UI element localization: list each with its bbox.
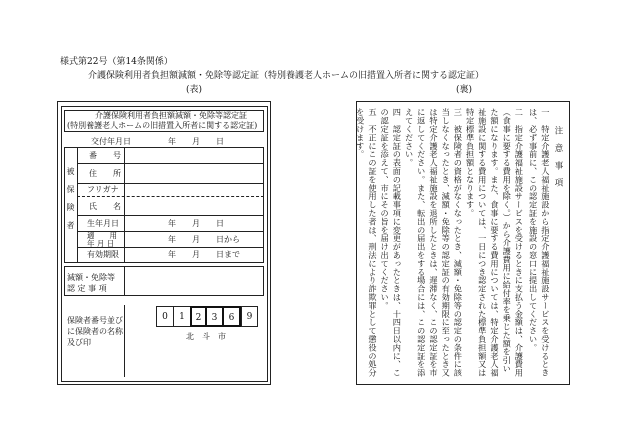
address-label: 住 所: [89, 169, 121, 178]
valid-until-label: 有効期限: [87, 250, 119, 259]
notice-item-3: 三 被保険者の資格がなくなったとき、減額・免除等の認定の条件に該当しなくなったとき、減額・免除等の認定証の有効期限に至ったとき又は特定介護老人福祉施設を退所したときは、遅滞なく、この認定証を市に返してください。また、転出の届出をする場合には、この認定証を添えてください。: [404, 108, 464, 377]
apply-date-label: 適 用 年 月 日: [87, 231, 117, 248]
notice-item-4: 四 認定証の表面の記載事項に変更があったときは、十四日以内に、この認定証を添えて、市にその旨を届け出てください。: [380, 108, 403, 377]
back-notes: [355, 108, 564, 380]
notice-item-5: 五 不正にこの証を使用した者は、刑法により詐欺罪として懲役の処分を受けます。: [355, 108, 378, 377]
reduction-label: 減額・免除等 認 定 事 項: [67, 273, 115, 293]
insurer-digit: 0: [156, 306, 173, 327]
insurer-label: 保険者番号並び に保険者の名称 及び印: [67, 316, 123, 347]
insurer-digit: 6: [224, 306, 241, 327]
name-label: 氏 名: [89, 202, 121, 211]
apply-date-value: 年 月 日から: [168, 235, 240, 244]
issue-date-value: 年 月 日: [168, 137, 224, 146]
front-label: (表): [186, 85, 203, 95]
notice-item-1: 一 特定介護老人福祉施設から指定介護福祉施設サービスを受けるときは、必ず事前に、この認定証を施設の窓口に提出してください。: [528, 108, 551, 377]
insured-label: 被保険者: [66, 167, 75, 230]
insurer-number-boxes: [156, 306, 260, 327]
birthdate-label: 生年月日: [87, 219, 119, 228]
back-label: (裏): [456, 85, 473, 95]
insurer-digit: 3: [207, 306, 224, 327]
form-number: 様式第22号（第14条関係）: [60, 57, 173, 67]
birthdate-value: 年 月 日: [168, 219, 224, 228]
back-heading: 注 意 事 項: [553, 126, 563, 187]
insurer-digit: 1: [173, 306, 190, 327]
notice-item-2: 二 指定介護福祉施設サービスを受けるときに支払う金額は、介護費用（食事に要する費用を除く。）から介護費用に給付率を乗じた額を引いた額になります。また、食事に要する費用については、特定介護老人福祉施設に関する費用については、一日につき認定された標準負担額又は特定標準負担額となります。: [465, 108, 525, 377]
page-title: 介護保険利用者負担額減額・免除等認定証（特別養護老人ホームの旧措置入所者に関する認定証）: [88, 71, 485, 81]
valid-until-value: 年 月 日まで: [168, 250, 240, 259]
front-heading-line1: 介護保険利用者負担額減額・免除等認定証: [95, 111, 247, 120]
issue-date-label: 交付年月日: [91, 137, 131, 146]
insurer-digit: 2: [190, 306, 207, 327]
front-heading-line2: (特別養護老人ホームの旧措置入所者に関する認定証): [67, 121, 258, 130]
furigana-label: フリガナ: [87, 185, 119, 194]
insurer-name: 北 斗 市: [186, 332, 226, 341]
number-label: 番 号: [89, 151, 121, 160]
insurer-digit: 9: [241, 306, 258, 327]
